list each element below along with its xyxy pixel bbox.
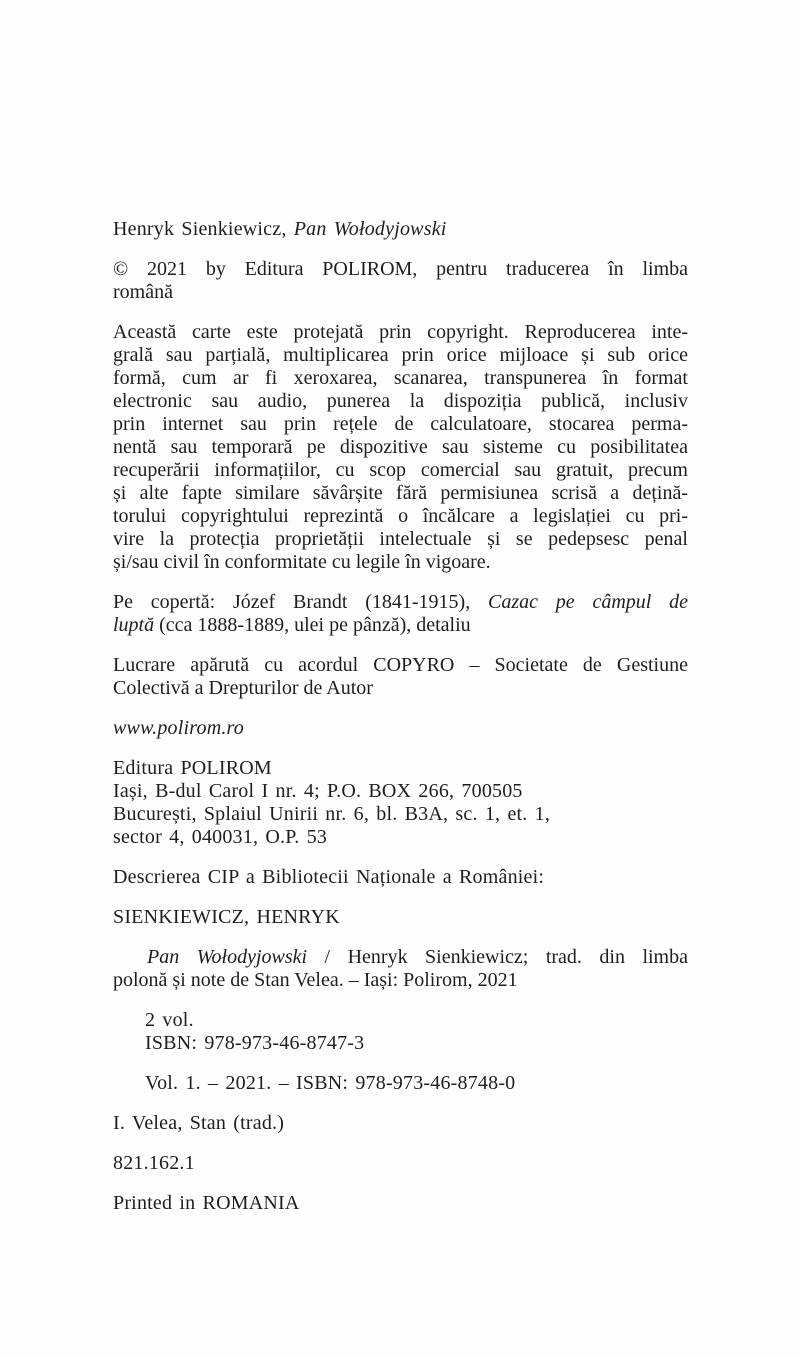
text-line <box>145 1072 688 1095</box>
translation-copyright <box>113 258 688 304</box>
text-run: Editura POLIROM <box>113 757 272 779</box>
text-run: / Henryk Sienkiewicz; trad. din limba <box>307 946 688 968</box>
text-run: Vol. 1. – 2021. – ISBN: 978-973-46-8748-0 <box>145 1072 516 1094</box>
text-run: Printed in ROMANIA <box>113 1192 300 1214</box>
text-line <box>113 780 688 803</box>
text-run: prin internet sau prin rețele de calculatoare, stocarea perma- <box>113 413 688 435</box>
text-line <box>113 1152 688 1175</box>
text-line <box>113 677 688 700</box>
text-run: electronic sau audio, punerea la dispoziția publică, inclusiv <box>113 390 688 412</box>
italic-text-run: Pan Wołodyjowski <box>147 946 308 968</box>
copyright-notice <box>113 321 688 574</box>
cip-udc-number <box>113 1152 688 1175</box>
text-run: (cca 1888-1889, ulei pe pânză), detaliu <box>154 614 471 636</box>
cover-credit <box>113 591 688 637</box>
text-line <box>113 866 688 889</box>
text-line <box>113 757 688 780</box>
colophon <box>113 218 688 1215</box>
text-run: Colectivă a Drepturilor de Autor <box>113 677 373 699</box>
italic-text-run: luptă <box>113 614 155 636</box>
text-line <box>113 591 688 614</box>
text-line <box>113 906 688 929</box>
cip-author <box>113 906 688 929</box>
text-run: nentă sau temporară pe dispozitive sau sisteme cu posibilitatea <box>113 436 688 458</box>
text-line <box>113 436 688 459</box>
text-run: București, Splaiul Unirii nr. 6, bl. B3A, sc. 1, et. 1, <box>113 803 551 825</box>
text-run: și alte fapte similare săvârșite fără permisiunea scrisă a dețină- <box>113 482 688 504</box>
text-line <box>113 258 688 281</box>
cip-entry <box>113 946 688 992</box>
author-title-line <box>113 218 688 241</box>
text-line <box>113 717 688 740</box>
text-run: I. Velea, Stan (trad.) <box>113 1112 285 1134</box>
text-line <box>145 1032 688 1055</box>
text-run: 821.162.1 <box>113 1152 195 1174</box>
text-line <box>113 969 688 992</box>
text-run: Pe copertă: Józef Brandt (1841-1915), <box>113 591 488 613</box>
text-line <box>113 321 688 344</box>
text-run: formă, cum ar fi xeroxarea, scanarea, transpunerea în format <box>113 367 688 389</box>
cip-heading <box>113 866 688 889</box>
cip-translator <box>113 1112 688 1135</box>
text-line <box>113 528 688 551</box>
text-line <box>113 551 688 574</box>
italic-text-run: Cazac pe câmpul de <box>487 591 688 613</box>
publisher-address <box>113 757 688 849</box>
text-line <box>113 803 688 826</box>
text-line <box>113 413 688 436</box>
text-line <box>145 1009 688 1032</box>
text-run: Descrierea CIP a Bibliotecii Naționale a României: <box>113 866 545 888</box>
italic-text-run: www.polirom.ro <box>113 717 244 739</box>
italic-text-run: Pan Wołodyjowski <box>293 218 447 240</box>
text-run: vire la protecția proprietății intelectuale și se pedepsesc penal <box>113 528 688 550</box>
text-line <box>113 390 688 413</box>
text-run: ISBN: 978-973-46-8747-3 <box>145 1032 365 1054</box>
text-line <box>113 505 688 528</box>
text-line <box>113 344 688 367</box>
text-run: română <box>113 281 173 303</box>
publisher-website <box>113 717 688 740</box>
text-line <box>113 281 688 304</box>
text-line <box>113 614 688 637</box>
text-line <box>113 1192 688 1215</box>
cip-vol1-isbn <box>113 1072 688 1095</box>
text-run: grală sau parțială, multiplicarea prin orice mijloace și sub orice <box>113 344 688 366</box>
text-line <box>113 459 688 482</box>
copyro-credit <box>113 654 688 700</box>
text-run: © 2021 by Editura POLIROM, pentru traducerea în limba <box>113 258 688 280</box>
text-line <box>113 482 688 505</box>
text-run: Iași, B-dul Carol I nr. 4; P.O. BOX 266, 700505 <box>113 780 523 802</box>
text-line <box>113 367 688 390</box>
text-run: Lucrare apărută cu acordul COPYRO – Societate de Gestiune <box>113 654 688 676</box>
text-run: 2 vol. <box>145 1009 194 1031</box>
text-line <box>113 826 688 849</box>
text-line <box>113 1112 688 1135</box>
text-run: Henryk Sienkiewicz, <box>113 218 294 240</box>
text-run: SIENKIEWICZ, HENRYK <box>113 906 340 928</box>
text-run: și/sau civil în conformitate cu legile în vigoare. <box>113 551 491 573</box>
printed-in <box>113 1192 688 1215</box>
text-line <box>113 946 688 969</box>
text-line <box>113 654 688 677</box>
text-run: polonă și note de Stan Velea. – Iași: Polirom, 2021 <box>113 969 518 991</box>
text-run: torului copyrightului reprezintă o încălcare a legislației cu pri- <box>113 505 688 527</box>
text-run: Această carte este protejată prin copyright. Reproducerea inte- <box>113 321 688 343</box>
cip-volumes-isbn <box>113 1009 688 1055</box>
text-run: recuperării informațiilor, cu scop comercial sau gratuit, precum <box>113 459 688 481</box>
text-line <box>113 218 688 241</box>
text-run: sector 4, 040031, O.P. 53 <box>113 826 328 848</box>
